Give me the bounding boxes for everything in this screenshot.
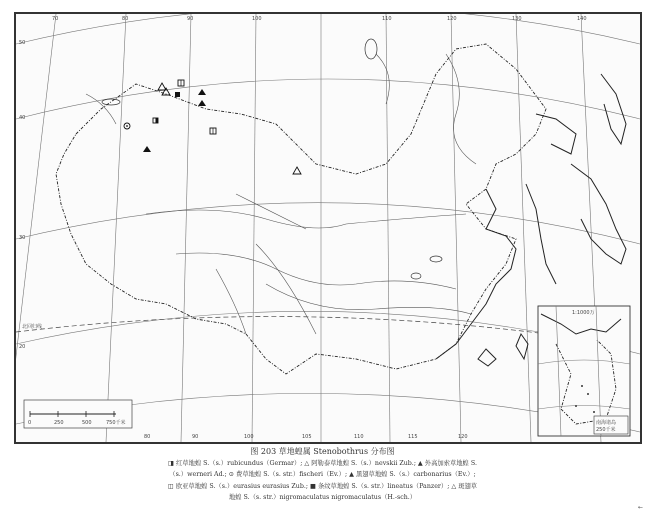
lon-label: 110: [354, 434, 364, 440]
scale-label: 500: [82, 420, 92, 426]
lat-label: 40: [19, 115, 26, 121]
legend-line: （s.）werneri Ad.; ⊙ 费草地蝗 S.（s. str.）fischeri（Ev.）; ▲ 黑翅草地蝗 S.（s.）carbonarius（Ev.）;: [169, 471, 476, 479]
tropic-label: 北回归线: [22, 324, 43, 330]
lon-label: 90: [192, 434, 199, 440]
longitude-lines: [16, 14, 601, 442]
scale-label: 0: [28, 420, 32, 426]
inset-ratio: 1:1000万: [572, 310, 595, 316]
lon-label: 120: [458, 434, 468, 440]
scale-label: 250: [54, 420, 64, 426]
scale-bar: [24, 400, 132, 428]
marker-nevskii-2: [293, 167, 301, 174]
lat-label: 20: [19, 344, 26, 350]
marker-carbonarius: [198, 89, 206, 95]
legend-line: ◫ 欧亚草地蝗 S.（s.）eurasius eurasius Zub.; ■ 条纹草地蝗 S.（s. str.）lineatus（Panzer）; △ 斑翅草: [167, 482, 478, 490]
bottom-longitude-labels: [144, 434, 468, 440]
lon-label: 80: [144, 434, 151, 440]
legend-line: ◨ 红草地蝗 S.（s.）rubicundus（Germar）; △ 阿勒泰草地蝗 S.（s.）nevskii Zub.; ▲ 外高加索草地蝗 S.: [168, 460, 477, 467]
tropic-line: [16, 317, 616, 344]
marker-carbonarius-2: [143, 146, 151, 152]
map-svg: [16, 14, 640, 442]
lon-label: 140: [577, 16, 587, 22]
lon-label: 100: [244, 434, 254, 440]
lon-label: 100: [252, 16, 262, 22]
page-corner-mark: ←: [637, 504, 643, 511]
country-border: [56, 44, 546, 374]
rivers: [86, 54, 476, 334]
lon-label: 70: [52, 16, 59, 22]
legend-line: 地蝗 S.（s. str.）nigromaculatus nigromaculatus（H.-sch.）: [228, 494, 417, 502]
lon-label: 130: [512, 16, 522, 22]
distribution-map: [14, 12, 642, 444]
species-markers: [124, 80, 301, 174]
lon-label: 110: [382, 16, 392, 22]
caption-title: 图 203 草地蝗属 Stenobothrus 分布图: [250, 447, 395, 456]
lon-label: 105: [302, 434, 312, 440]
lon-label: 115: [408, 434, 418, 440]
lat-label: 50: [19, 40, 26, 46]
inset-scale: 250千米: [596, 427, 616, 433]
scale-label: 750千米: [106, 420, 126, 426]
lat-label: 30: [19, 235, 26, 241]
inset-map: [538, 306, 630, 436]
lon-label: 120: [447, 16, 457, 22]
marker-lineatus: [175, 92, 180, 97]
lon-label: 80: [122, 16, 129, 22]
marker-werneri: [198, 100, 206, 106]
lakes: [102, 39, 442, 279]
map-caption: [0, 446, 645, 504]
marker-nevskii: [158, 83, 166, 90]
inset-title: 南海诸岛: [596, 420, 617, 426]
lon-label: 90: [187, 16, 194, 22]
